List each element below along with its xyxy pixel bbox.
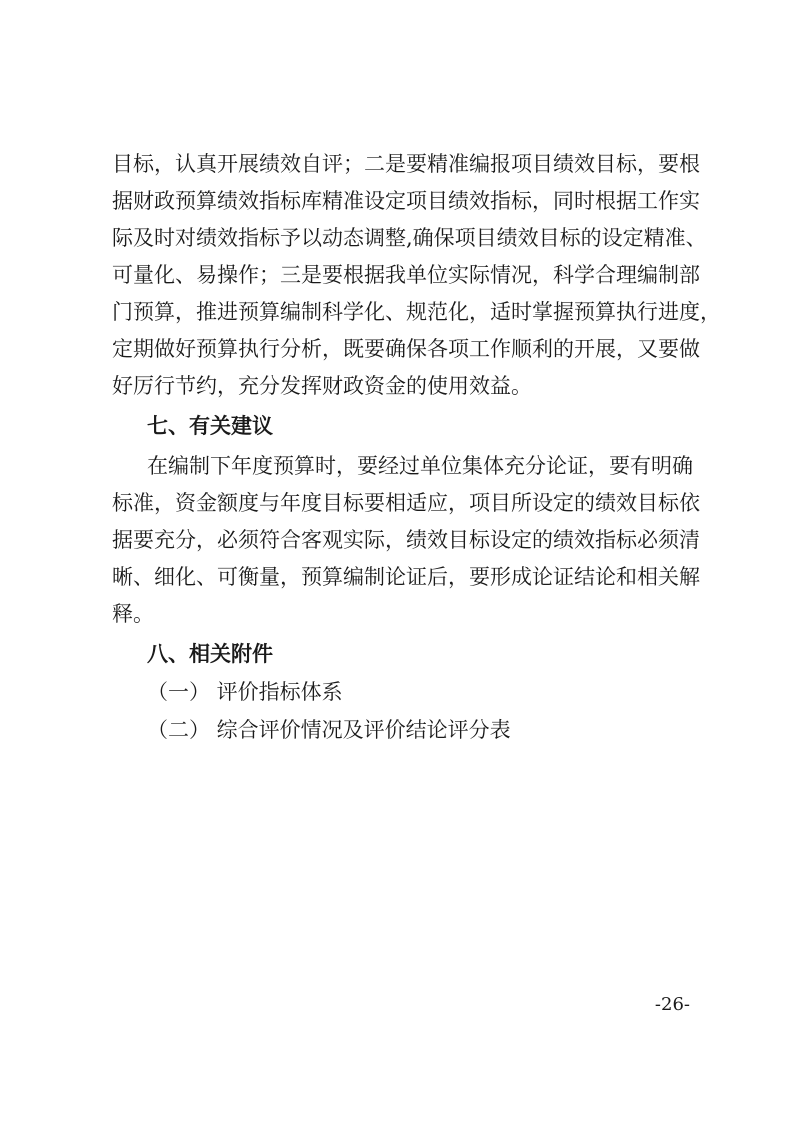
attachment-item: （二） 综合评价情况及评价结论评分表	[147, 718, 511, 742]
text-line: 可量化、易操作；三是要根据我单位实际情况，科学合理编制部	[112, 263, 700, 287]
text-line: 好厉行节约，充分发挥财政资金的使用效益。	[112, 374, 532, 398]
text-line: 晰、细化、可衡量，预算编制论证后，要形成论证结论和相关解	[112, 565, 700, 589]
text-line: 标准，资金额度与年度目标要相适应，项目所设定的绩效目标依	[112, 491, 700, 515]
attachment-item: （一） 评价指标体系	[147, 680, 343, 704]
text-line: 门预算，推进预算编制科学化、规范化，适时掌握预算执行进度，	[112, 300, 721, 324]
section-heading-suggestions: 七、有关建议	[147, 414, 273, 438]
text-line: 际及时对绩效指标予以动态调整,确保项目绩效目标的设定精准、	[112, 226, 707, 250]
section-heading-attachments: 八、相关附件	[147, 642, 273, 666]
text-line: 据要充分，必须符合客观实际，绩效目标设定的绩效指标必须清	[112, 528, 700, 552]
text-line: 释。	[112, 602, 154, 626]
text-line: 在编制下年度预算时，要经过单位集体充分论证，要有明确	[147, 454, 693, 478]
text-line: 据财政预算绩效指标库精准设定项目绩效指标，同时根据工作实	[112, 189, 700, 213]
text-line: 定期做好预算执行分析，既要确保各项工作顺利的开展，又要做	[112, 337, 700, 361]
text-line: 目标，认真开展绩效自评；二是要精准编报项目绩效目标，要根	[112, 152, 700, 176]
page-number: -26-	[654, 994, 690, 1015]
